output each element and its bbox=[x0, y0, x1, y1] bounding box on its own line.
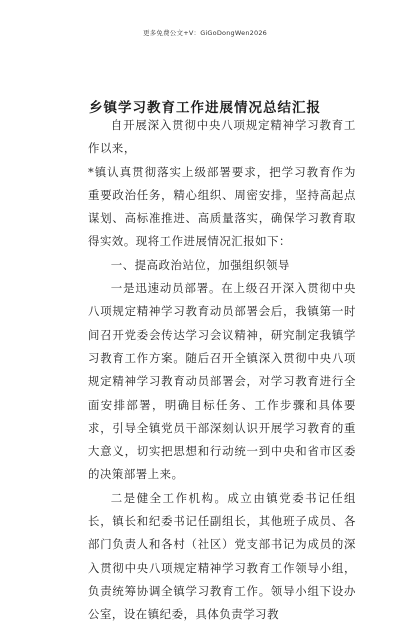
paragraph-mobilization: 一是迅速动员部署。在上级召开深入贯彻中央八项规定精神学习教育动员部署会后，我镇第一时间召开党委会传达学习会议精神，研究制定我镇学习教育工作方案。随后召开全镇深入贯彻中央八项规定精神学习教育动员部署会，对学习教育进行全面安排部署，明确目标任务、工作步骤和具体要求，引导全镇党员干部深刻认识开展学习教育的重大意义，切实把思想和行动统一到中央和省市区委的决策部署上来。 bbox=[88, 281, 356, 482]
paragraph-organization: 二是健全工作机构。成立由镇党委书记任组长，镇长和纪委书记任副组长，其他班子成员、各部门负责人和各村（社区）党支部书记为成员的深入贯彻中央八项规定精神学习教育工作领导小组，负责统筹协调全镇学习教育工作。领导小组下设办公室，设在镇纪委，具体负责学习教 bbox=[88, 490, 356, 622]
section-heading: 一、提高政治站位，加强组织领导 bbox=[110, 257, 290, 272]
document-body bbox=[88, 114, 356, 627]
header-note: 更多免费公文+V：GiGoDongWen2026 bbox=[143, 29, 267, 37]
paragraph-intro: 自开展深入贯彻中央八项规定精神学习教育工作以来， bbox=[88, 118, 356, 156]
paragraph-intro-continued: *镇认真贯彻落实上级部署要求，把学习教育作为重要政治任务，精心组织、周密安排，坚持高起点谋划、高标准推进、高质量落实，确保学习教育取得实效。现将工作进展情况汇报如下： bbox=[88, 164, 356, 249]
document-title: 乡镇学习教育工作进展情况总结汇报 bbox=[89, 100, 321, 116]
